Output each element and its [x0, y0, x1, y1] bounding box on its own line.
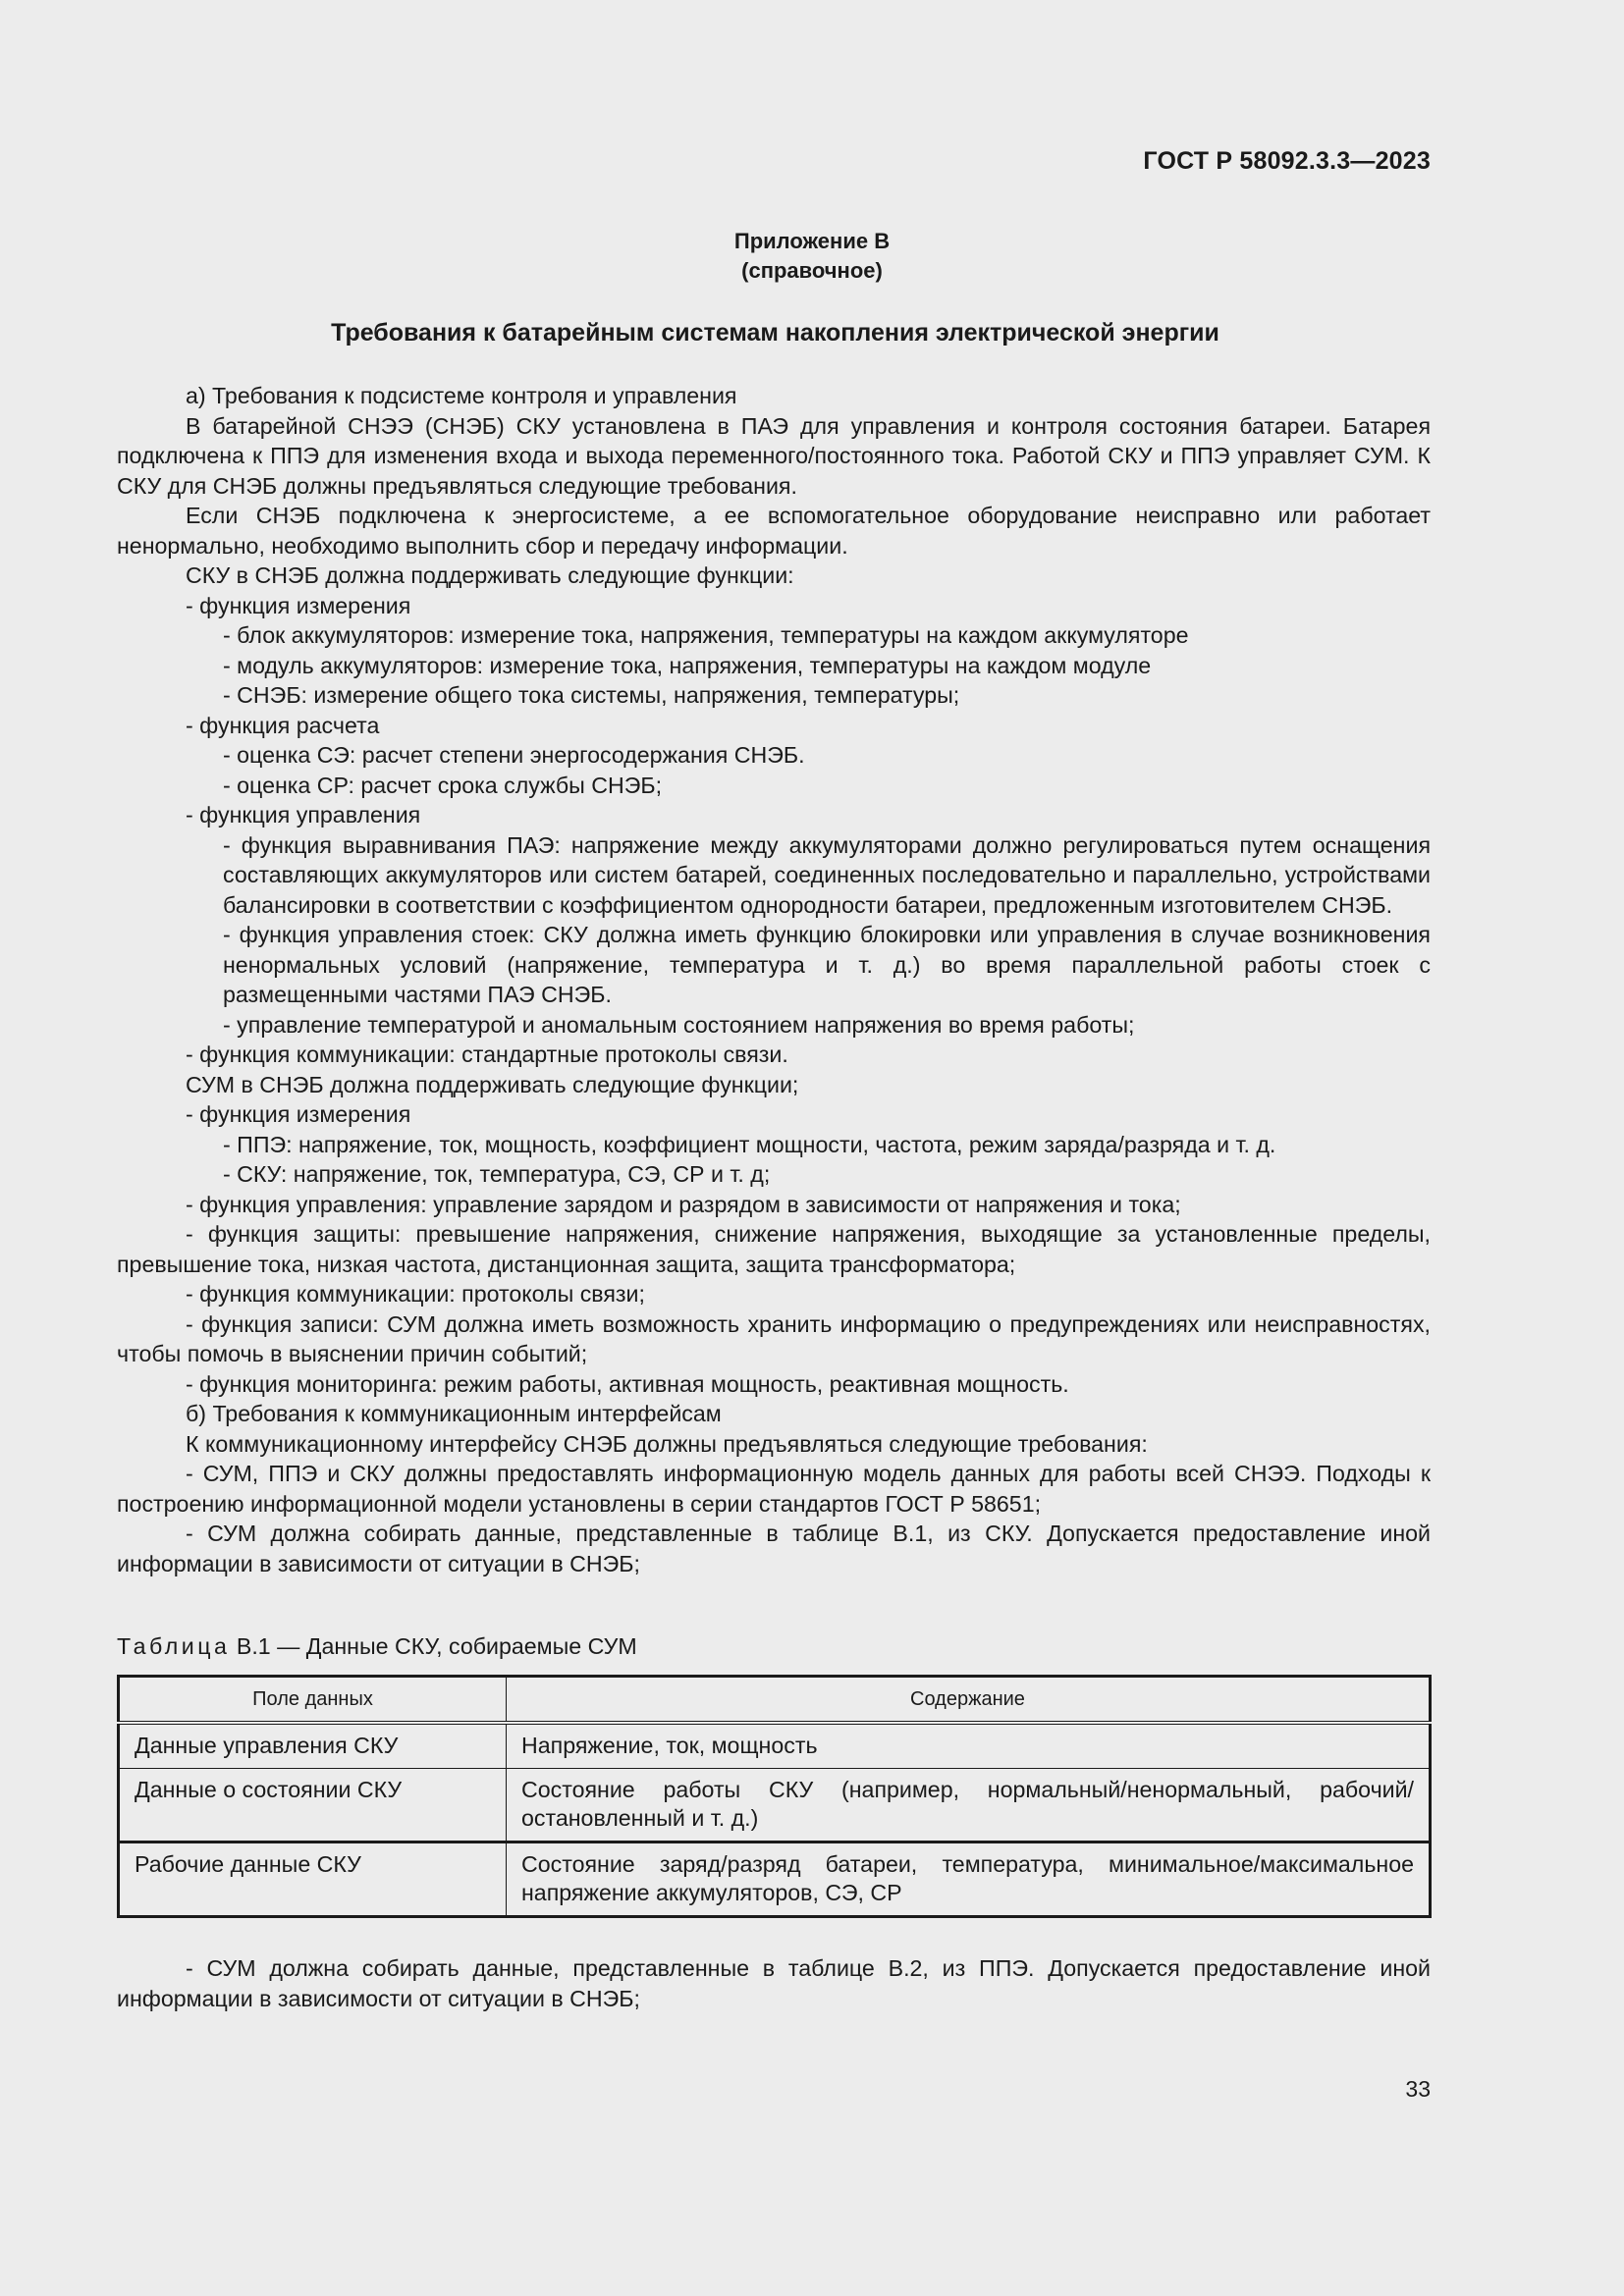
sub-list-item: - модуль аккумуляторов: измерение тока, напряжения, температуры на каждом модуле: [223, 652, 1152, 678]
table-cell: Напряжение, ток, мощность: [507, 1723, 1431, 1769]
paragraph: б) Требования к коммуникационным интерфейсам: [186, 1401, 722, 1426]
list-item: - СУМ должна собирать данные, представленные в таблице В.1, из СКУ. Допускается предоставление иной информации в зависимости от ситуации в СНЭБ;: [117, 1521, 1431, 1576]
list-item: - СУМ, ППЭ и СКУ должны предоставлять информационную модель данных для работы всей СНЭЭ. Подходы к построению информационной модели установлены в серии стандартов ГОСТ Р 58651;: [117, 1461, 1431, 1517]
table-cell: Данные о состоянии СКУ: [119, 1769, 507, 1842]
paragraph: В батарейной СНЭЭ (СНЭБ) СКУ установлена в ПАЭ для управления и контроля состояния батареи. Батарея подключена к ППЭ для изменения входа и выхода переменного/постоянного тока. Работой СКУ и ППЭ управляет СУМ. К СКУ для СНЭБ должны предъявляться следующие требования.: [117, 412, 1431, 499]
sub-list-item: - управление температурой и аномальным состоянием напряжения во время работы;: [223, 1011, 1135, 1038]
table-header-cell: Содержание: [507, 1677, 1431, 1724]
paragraph: Если СНЭБ подключена к энергосистеме, а ее вспомогательное оборудование неисправно или работает ненормально, необходимо выполнить сбор и передачу информации.: [117, 503, 1431, 559]
list-item: - функция измерения: [186, 1101, 411, 1127]
list-item: - функция измерения: [186, 592, 411, 618]
sub-list-item: - функция управления стоек: СКУ должна иметь функцию блокировки или управления в случае возникновения ненормальных условий (напряжение, температура и т. д.) во время параллельной работы стоек с размещенными частями ПАЭ СНЭБ.: [223, 922, 1431, 1007]
sub-list-item: - СНЭБ: измерение общего тока системы, напряжения, температуры;: [223, 682, 960, 708]
table-cell: Рабочие данные СКУ: [119, 1842, 507, 1917]
data-table: [117, 1675, 1432, 1918]
body-text: [117, 381, 1431, 1578]
appendix-heading: [0, 227, 1624, 286]
table-caption-word: Таблица: [117, 1633, 231, 1659]
list-item: - функция управления: управление зарядом и разрядом в зависимости от напряжения и тока;: [186, 1191, 1181, 1217]
paragraph: СУМ в СНЭБ должна поддерживать следующие функции;: [186, 1071, 799, 1097]
list-item: - функция защиты: превышение напряжения, снижение напряжения, выходящие за установленные пределы, превышение тока, низкая частота, дистанционная защита, защита трансформатора;: [117, 1221, 1431, 1277]
list-item: - функция управления: [186, 802, 421, 828]
table-row: [119, 1842, 1431, 1917]
appendix-label: Приложение В: [733, 229, 891, 253]
table-caption-text: В.1 — Данные СКУ, собираемые СУМ: [236, 1633, 637, 1659]
list-item: - функция расчета: [186, 712, 380, 738]
table-row: [119, 1769, 1431, 1842]
appendix-status: (справочное): [741, 258, 883, 283]
table-cell: Состояние работы СКУ (например, нормальный/ненормальный, рабочий/остановленный и т. д.): [507, 1769, 1431, 1842]
table-cell: Данные управления СКУ: [119, 1723, 507, 1769]
table-row: [119, 1723, 1431, 1769]
after-table-text: [117, 1953, 1431, 2013]
list-item: - СУМ должна собирать данные, представленные в таблице В.2, из ППЭ. Допускается предоставление иной информации в зависимости от ситуации в СНЭБ;: [117, 1955, 1431, 2011]
document-code: ГОСТ Р 58092.3.3—2023: [1143, 147, 1431, 175]
sub-list-item: - оценка СР: расчет срока службы СНЭБ;: [223, 772, 663, 798]
list-item: - функция записи: СУМ должна иметь возможность хранить информацию о предупреждениях или неисправностях, чтобы помочь в выяснении причин событий;: [117, 1310, 1431, 1366]
table-caption: [117, 1633, 637, 1660]
paragraph: а) Требования к подсистеме контроля и управления: [186, 383, 737, 408]
sub-list-item: - функция выравнивания ПАЭ: напряжение между аккумуляторами должно регулироваться путем оснащения составляющих аккумуляторов или систем батарей, соединенных последовательно и параллельно, устройствами балансировки в соответствии с коэффициентом однородности батареи, предложенным изготовителем СНЭБ.: [223, 831, 1431, 918]
sub-list-item: - блок аккумуляторов: измерение тока, напряжения, температуры на каждом аккумуляторе: [223, 622, 1189, 648]
page-number: 33: [1405, 2076, 1431, 2102]
appendix-title: Требования к батарейным системам накопления электрической энергии: [331, 319, 1219, 347]
paragraph: К коммуникационному интерфейсу СНЭБ должны предъявляться следующие требования:: [186, 1430, 1148, 1457]
table-header-cell: Поле данных: [119, 1677, 507, 1724]
list-item: - функция мониторинга: режим работы, активная мощность, реактивная мощность.: [186, 1370, 1069, 1397]
sub-list-item: - оценка СЭ: расчет степени энергосодержания СНЭБ.: [223, 742, 805, 768]
paragraph: СКУ в СНЭБ должна поддерживать следующие функции:: [186, 562, 794, 588]
list-item: - функция коммуникации: стандартные протоколы связи.: [186, 1041, 788, 1067]
list-item: - функция коммуникации: протоколы связи;: [186, 1281, 645, 1307]
sub-list-item: - ППЭ: напряжение, ток, мощность, коэффициент мощности, частота, режим заряда/разряда и т. д.: [223, 1131, 1276, 1157]
sub-list-item: - СКУ: напряжение, ток, температура, СЭ, СР и т. д;: [223, 1161, 771, 1187]
table-header-row: [119, 1677, 1431, 1724]
table-cell: Состояние заряд/разряд батареи, температура, минимальное/максимальное напряжение аккумуляторов, СЭ, СР: [507, 1842, 1431, 1917]
